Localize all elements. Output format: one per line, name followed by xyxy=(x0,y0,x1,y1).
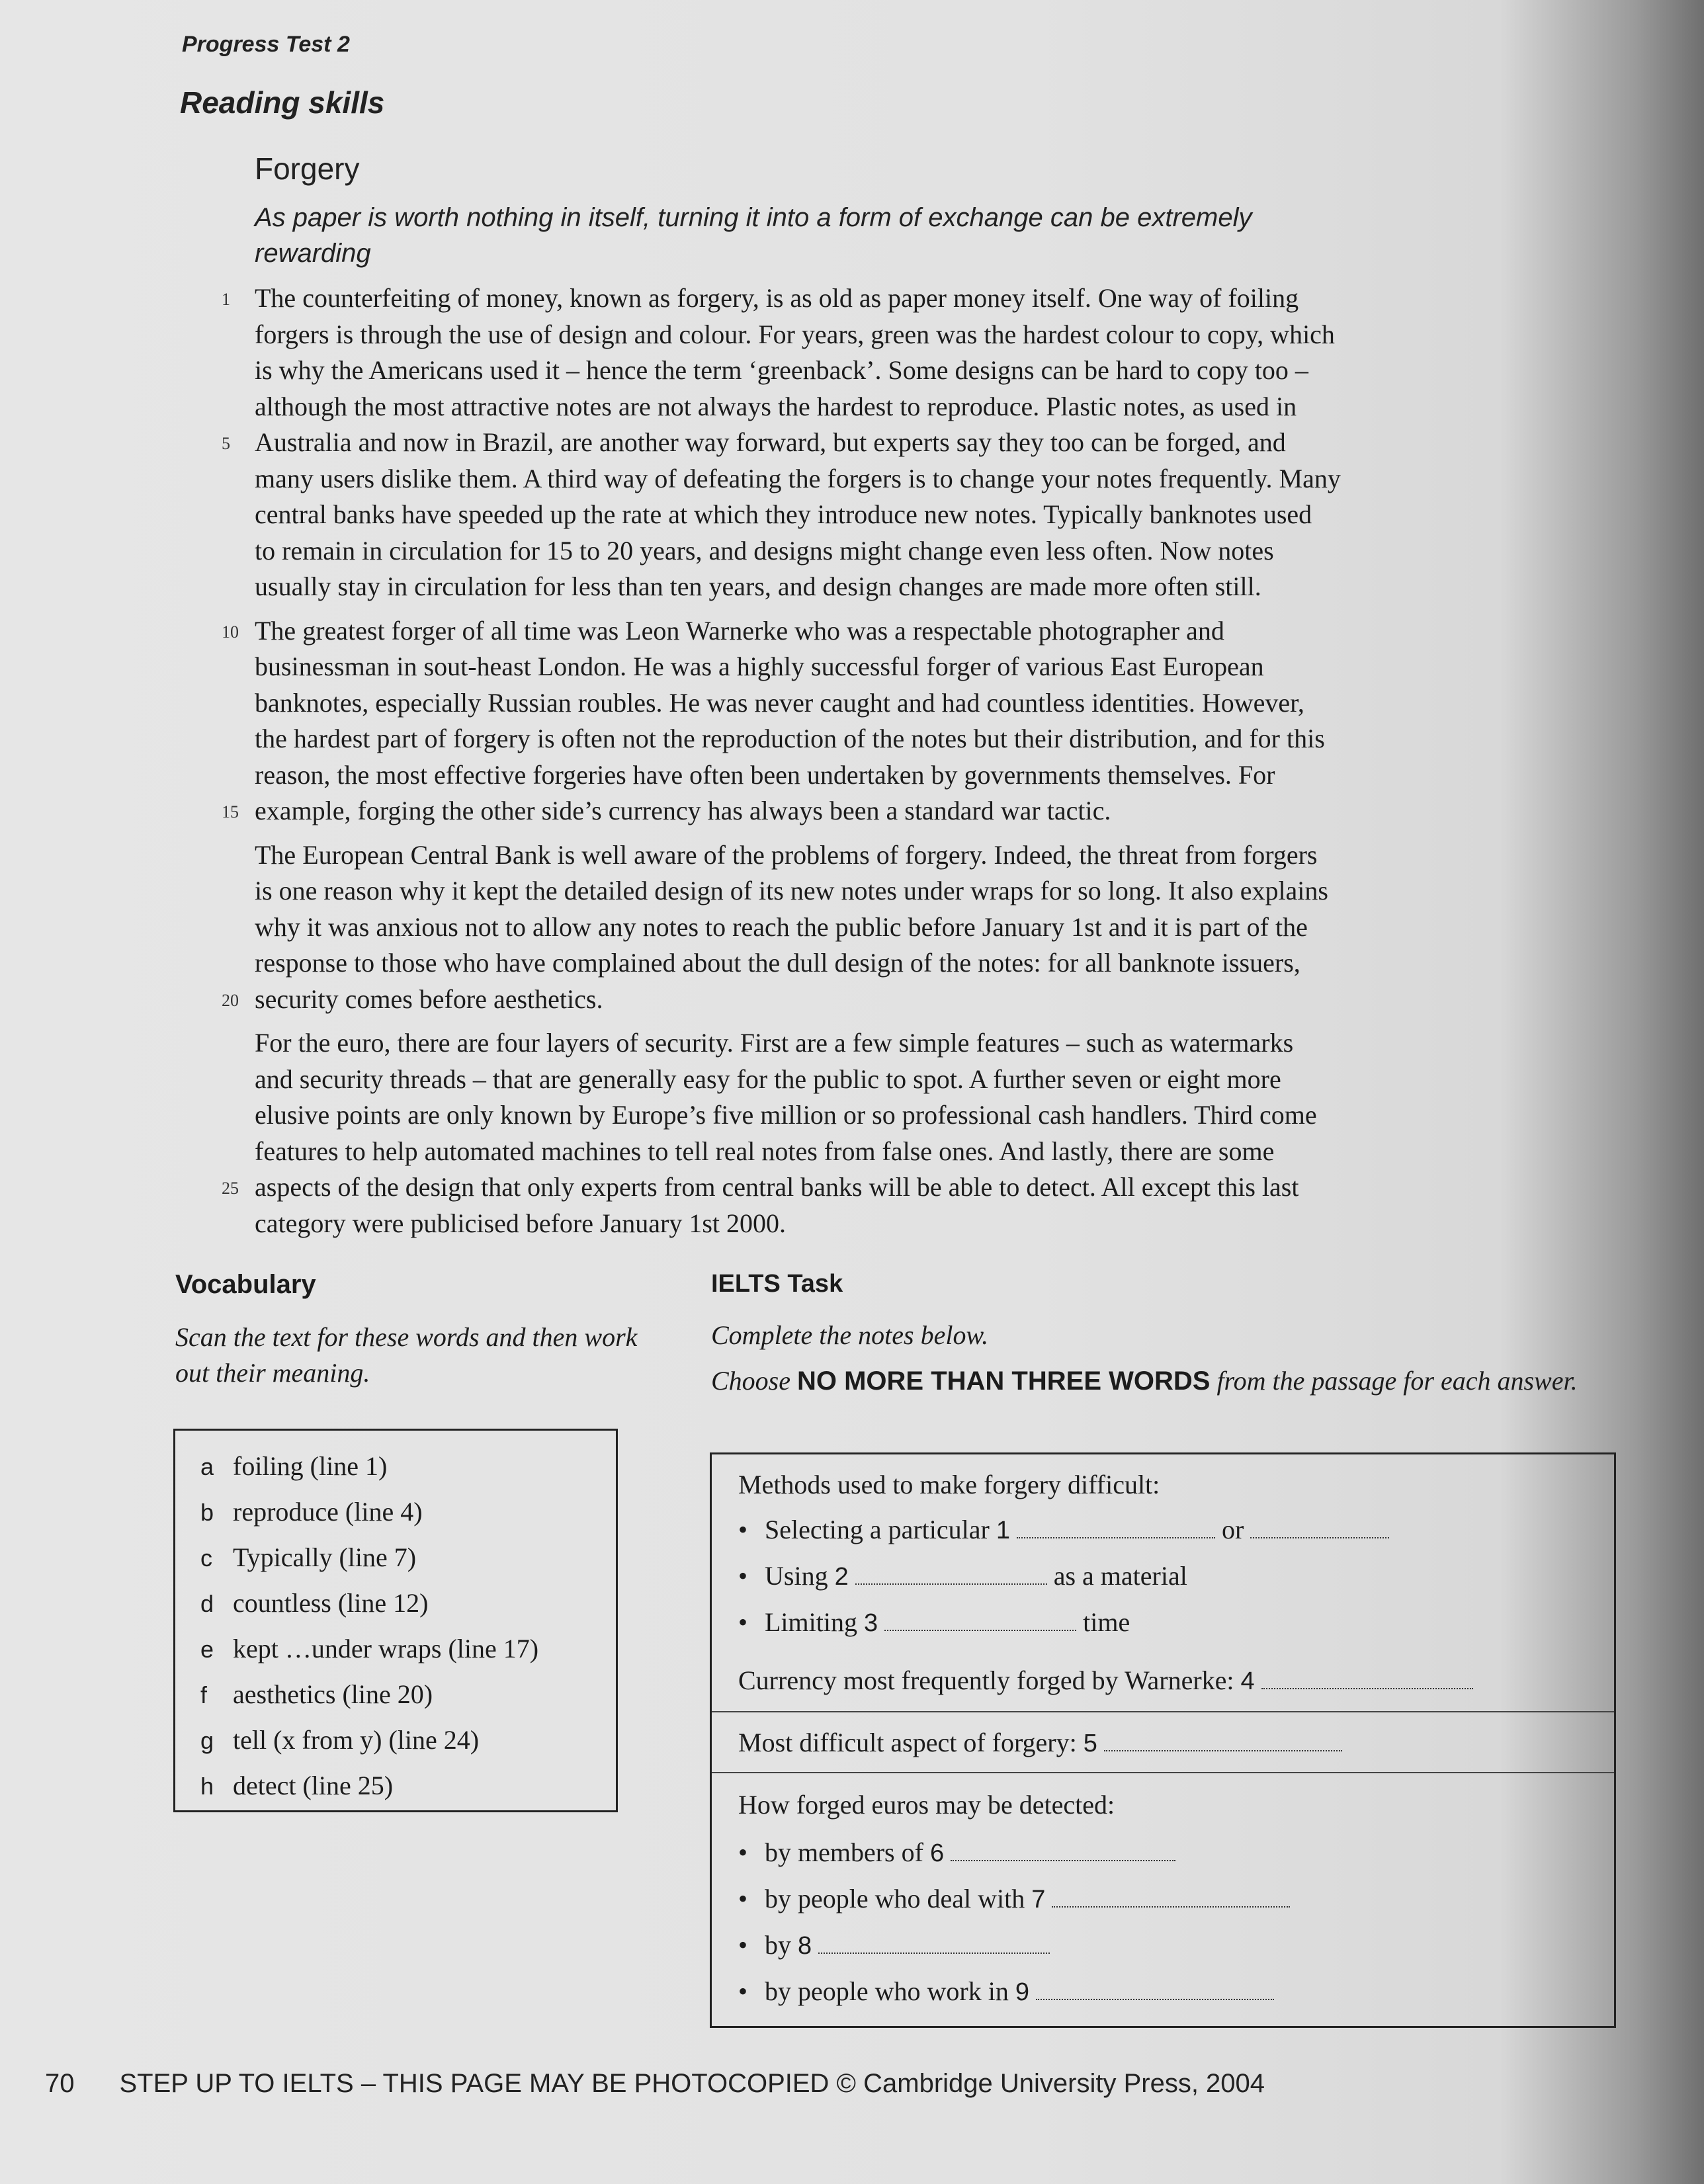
vocabulary-letter: c xyxy=(200,1544,212,1572)
line-text: and security threads – that are generally easy for the public to spot. A further seven or eight more xyxy=(255,1064,1281,1094)
footer-text: STEP UP TO IELTS – THIS PAGE MAY BE PHOTOCOPIED © Cambridge University Press, 2004 xyxy=(119,2069,1265,2098)
vocabulary-word: tell (x from y) (line 24) xyxy=(233,1725,480,1755)
question-number: 2 xyxy=(834,1563,849,1591)
line-text: Australia and now in Brazil, are another way forward, but experts say they too can be forged, and xyxy=(255,427,1286,457)
vocabulary-item xyxy=(175,1633,616,1679)
line-text: The European Central Bank is well aware of the problems of forgery. Indeed, the threat from forgers xyxy=(255,839,1318,870)
vocabulary-word: detect (line 25) xyxy=(233,1771,394,1800)
note-7 xyxy=(738,1883,1297,1914)
line-text: forgers is through the use of design and colour. For years, green was the hardest colour to copy, which xyxy=(255,319,1335,349)
instruction-text: from the passage for each answer. xyxy=(1210,1366,1578,1396)
note-9 xyxy=(738,1976,1281,2007)
article-line xyxy=(222,1169,1551,1206)
note-text: Limiting xyxy=(765,1607,857,1637)
vocabulary-letter: e xyxy=(200,1636,214,1663)
answer-blank-7[interactable] xyxy=(1052,1901,1290,1908)
note-text: or xyxy=(1221,1515,1244,1544)
vocabulary-heading: Vocabulary xyxy=(175,1270,316,1299)
vocabulary-word: countless (line 12) xyxy=(233,1588,429,1618)
line-text: category were publicised before January 1st 2000. xyxy=(255,1208,787,1238)
note-1 xyxy=(738,1514,1396,1545)
line-text: businessman in sout-heast London. He was a highly successful forger of various East European xyxy=(255,651,1264,681)
question-number: 4 xyxy=(1240,1667,1255,1695)
vocabulary-word: aesthetics (line 20) xyxy=(233,1679,433,1709)
line-text: security comes before aesthetics. xyxy=(255,984,603,1014)
note-6 xyxy=(738,1837,1182,1868)
note-8 xyxy=(738,1929,1056,1960)
vocabulary-item xyxy=(175,1679,616,1724)
article-line xyxy=(255,353,1551,389)
question-number: 7 xyxy=(1031,1886,1046,1913)
vocabulary-letter: g xyxy=(200,1727,214,1754)
article-line xyxy=(255,1097,1551,1134)
line-text: many users dislike them. A third way of defeating the forgers is to change your notes frequently. Many xyxy=(255,463,1341,493)
ielts-task-heading: IELTS Task xyxy=(711,1270,843,1298)
bullet-icon: • xyxy=(738,1884,748,1913)
article-line xyxy=(255,757,1551,794)
line-text: to remain in circulation for 15 to 20 years, and designs might change even less often. Now notes xyxy=(255,535,1274,566)
notes-box xyxy=(710,1452,1616,2028)
article-paragraph xyxy=(222,613,1551,829)
note-text: by members of xyxy=(765,1837,923,1867)
vocabulary-item xyxy=(175,1450,616,1496)
line-number: 25 xyxy=(222,1179,239,1198)
bullet-icon: • xyxy=(738,1607,748,1637)
divider xyxy=(712,1711,1614,1712)
article-line xyxy=(255,533,1551,569)
vocabulary-word: foiling (line 1) xyxy=(233,1451,388,1481)
article-line xyxy=(255,837,1551,874)
line-number: 20 xyxy=(222,990,239,1010)
bullet-icon: • xyxy=(738,1930,748,1960)
question-number: 9 xyxy=(1015,1978,1029,2006)
article-line xyxy=(255,317,1551,353)
vocabulary-box xyxy=(173,1429,618,1812)
article-title: Forgery xyxy=(255,151,360,186)
note-text: Using xyxy=(765,1561,828,1591)
line-number: 10 xyxy=(222,622,239,642)
article-line xyxy=(255,685,1551,722)
line-text: central banks have speeded up the rate at which they introduce new notes. Typically banknotes used xyxy=(255,499,1312,529)
note-text: by people who deal with xyxy=(765,1884,1025,1913)
article-subtitle: As paper is worth nothing in itself, turning it into a form of exchange can be extremely rewarding xyxy=(255,203,1252,268)
article-line xyxy=(255,873,1551,909)
vocabulary-instruction: Scan the text for these words and then work out their meaning. xyxy=(175,1322,638,1388)
line-text: example, forging the other side’s currency has always been a standard war tactic. xyxy=(255,796,1111,825)
vocabulary-word: reproduce (line 4) xyxy=(233,1497,423,1527)
line-text: why it was anxious not to allow any notes to reach the public before January 1st and it is part of the xyxy=(255,911,1308,942)
article-line xyxy=(255,461,1551,497)
line-number: 15 xyxy=(222,802,239,821)
instruction-emphasis: NO MORE THAN THREE WORDS xyxy=(797,1366,1211,1396)
answer-blank-1b[interactable] xyxy=(1250,1532,1389,1538)
article-line xyxy=(255,569,1551,605)
article-line xyxy=(222,982,1551,1018)
vocabulary-letter: d xyxy=(200,1590,214,1617)
page-footer xyxy=(45,2069,1265,2099)
answer-blank-9[interactable] xyxy=(1036,1994,1274,2000)
line-text: is why the Americans used it – hence the term ‘greenback’. Some designs can be hard to copy too – xyxy=(255,355,1308,385)
line-text: reason, the most effective forgeries have often been undertaken by governments themselves. For xyxy=(255,759,1275,790)
line-text: features to help automated machines to tell real notes from false ones. And lastly, there are some xyxy=(255,1136,1275,1166)
line-text: is one reason why it kept the detailed design of its new notes under wraps for so long. It also explains xyxy=(255,876,1328,905)
article-line xyxy=(255,945,1551,982)
detect-heading: How forged euros may be detected: xyxy=(738,1790,1115,1820)
line-text: The greatest forger of all time was Leon Warnerke who was a respectable photographer and xyxy=(255,615,1224,646)
question-number: 5 xyxy=(1083,1730,1097,1757)
bullet-icon: • xyxy=(738,1837,748,1867)
vocabulary-letter: b xyxy=(200,1499,214,1526)
article-paragraph xyxy=(222,280,1551,605)
note-4 xyxy=(738,1665,1480,1696)
note-5 xyxy=(738,1727,1349,1758)
note-text: as a material xyxy=(1053,1561,1187,1591)
line-text: although the most attractive notes are not always the hardest to reproduce. Plastic notes, as used in xyxy=(255,391,1297,421)
article-line xyxy=(255,1025,1551,1062)
test-label: Progress Test 2 xyxy=(182,32,350,57)
answer-blank-8[interactable] xyxy=(818,1947,1050,1954)
question-number: 8 xyxy=(798,1932,812,1960)
article-line xyxy=(255,909,1551,946)
vocabulary-letter: h xyxy=(200,1773,214,1800)
article-line xyxy=(255,1062,1551,1098)
article-line xyxy=(255,389,1551,425)
note-text: Currency most frequently forged by Warnerke: xyxy=(738,1665,1234,1695)
note-text: Most difficult aspect of forgery: xyxy=(738,1728,1077,1757)
note-text: by people who work in xyxy=(765,1976,1009,2006)
article-line xyxy=(255,1206,1551,1242)
instruction-text: Choose xyxy=(711,1366,797,1396)
bullet-icon: • xyxy=(738,1561,748,1591)
line-number: 1 xyxy=(222,290,230,309)
vocabulary-word: Typically (line 7) xyxy=(233,1542,417,1572)
line-text: response to those who have complained about the dull design of the notes: for all banknote issuers, xyxy=(255,948,1300,978)
vocabulary-item xyxy=(175,1724,616,1770)
article-line xyxy=(255,721,1551,757)
section-title: Reading skills xyxy=(180,85,385,120)
answer-blank-3[interactable] xyxy=(884,1624,1076,1631)
methods-heading: Methods used to make forgery difficult: xyxy=(738,1470,1160,1499)
divider xyxy=(712,1772,1614,1773)
line-text: elusive points are only known by Europe’s five million or so professional cash handlers. Third come xyxy=(255,1100,1317,1130)
vocabulary-item xyxy=(175,1770,616,1816)
vocabulary-letter: f xyxy=(200,1681,208,1708)
line-text: the hardest part of forgery is often not the reproduction of the notes but their distribution, and for this xyxy=(255,724,1325,753)
article-line xyxy=(222,280,1551,317)
article-line xyxy=(222,613,1551,650)
article-line xyxy=(222,793,1551,829)
article-line xyxy=(255,1134,1551,1170)
bullet-icon: • xyxy=(738,1515,748,1544)
task-instruction-2 xyxy=(711,1363,1624,1400)
question-number: 1 xyxy=(996,1517,1010,1544)
line-text: For the euro, there are four layers of security. First are a few simple features – such as watermarks xyxy=(255,1028,1294,1058)
article-paragraph xyxy=(222,837,1551,1018)
note-text: Selecting a particular xyxy=(765,1515,990,1544)
article-body xyxy=(222,280,1551,1249)
line-text: The counterfeiting of money, known as forgery, is as old as paper money itself. One way of foiling xyxy=(255,283,1299,313)
line-number: 5 xyxy=(222,434,230,453)
note-text: time xyxy=(1083,1607,1130,1637)
bullet-icon: • xyxy=(738,1976,748,2006)
question-number: 3 xyxy=(864,1609,878,1637)
article-line xyxy=(255,497,1551,533)
note-3 xyxy=(738,1607,1130,1638)
vocabulary-item xyxy=(175,1542,616,1587)
page-number: 70 xyxy=(45,2069,75,2098)
answer-blank-4[interactable] xyxy=(1261,1683,1473,1689)
question-number: 6 xyxy=(929,1839,945,1867)
answer-blank-1[interactable] xyxy=(1017,1532,1215,1538)
note-2 xyxy=(738,1560,1187,1591)
note-text: by xyxy=(765,1930,791,1960)
answer-blank-5[interactable] xyxy=(1104,1745,1342,1751)
line-text: usually stay in circulation for less than ten years, and design changes are made more often still. xyxy=(255,571,1261,601)
vocabulary-word: kept …under wraps (line 17) xyxy=(233,1634,539,1663)
task-instruction-1: Complete the notes below. xyxy=(711,1320,989,1350)
line-text: aspects of the design that only experts from central banks will be able to detect. All except this last xyxy=(255,1172,1299,1202)
line-text: banknotes, especially Russian roubles. He was never caught and had countless identities. However, xyxy=(255,687,1304,718)
answer-blank-2[interactable] xyxy=(855,1578,1047,1585)
article-paragraph xyxy=(222,1025,1551,1241)
article-line xyxy=(255,649,1551,685)
vocabulary-item xyxy=(175,1496,616,1542)
answer-blank-6[interactable] xyxy=(951,1855,1175,1861)
vocabulary-item xyxy=(175,1587,616,1633)
article-line xyxy=(222,425,1551,461)
vocabulary-letter: a xyxy=(200,1453,214,1480)
